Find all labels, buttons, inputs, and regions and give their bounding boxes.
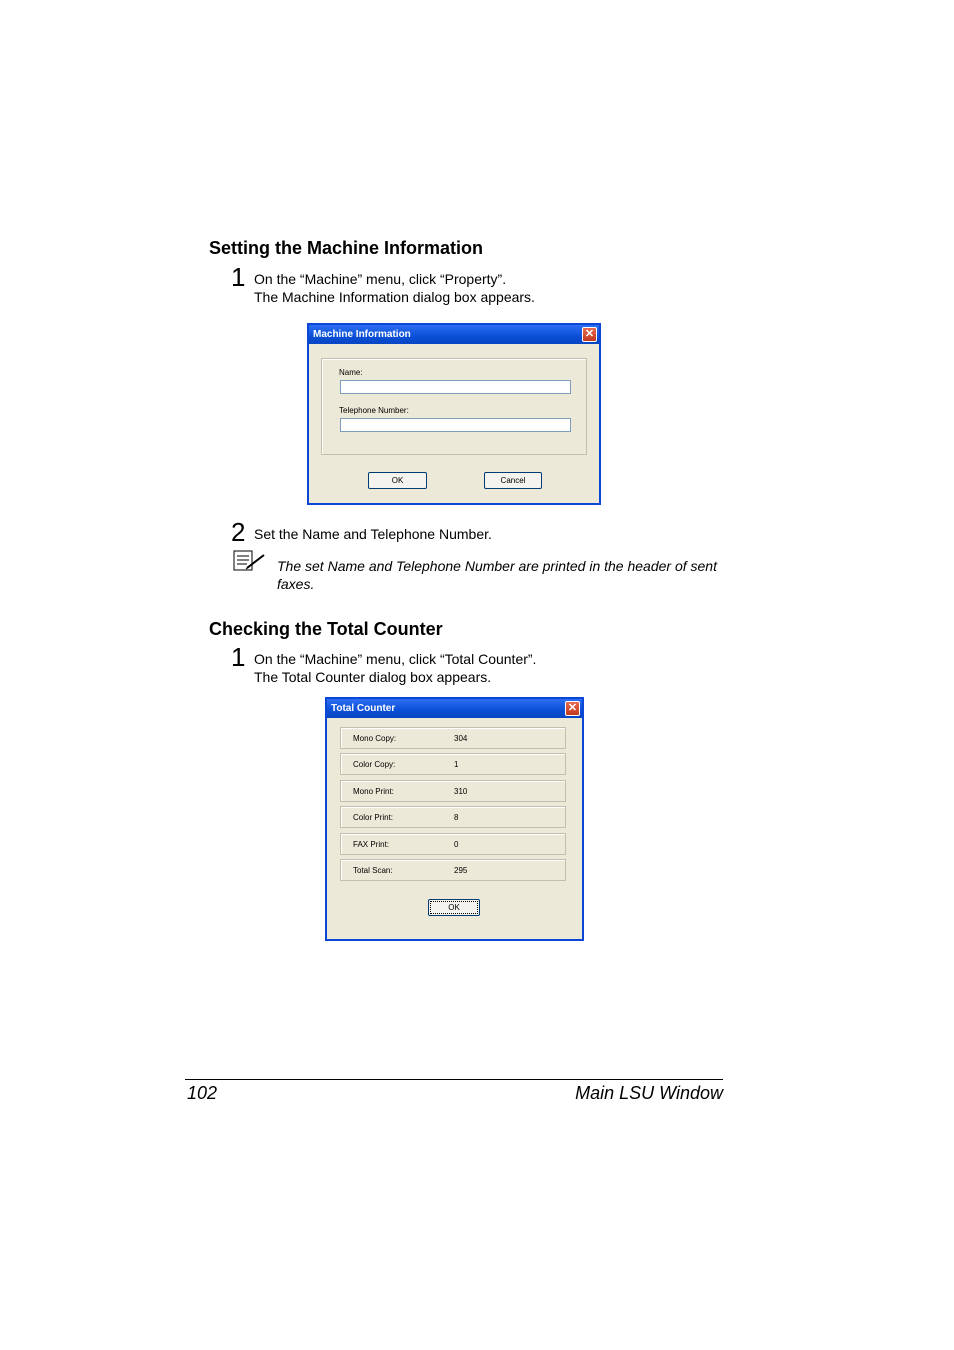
- footer-rule: [185, 1079, 723, 1080]
- counter-label: Mono Print:: [353, 787, 394, 796]
- step-number: 1: [231, 642, 246, 672]
- chapter-title: Main LSU Window: [575, 1083, 723, 1103]
- name-label: Name:: [339, 368, 363, 377]
- counter-row-total-scan: [340, 859, 566, 881]
- counter-value: 1: [454, 760, 459, 769]
- counter-value: 0: [454, 840, 459, 849]
- ok-button[interactable]: OK: [368, 472, 427, 489]
- ok-button[interactable]: OK: [428, 899, 480, 916]
- note-text: The set Name and Telephone Number are printed in the header of sent faxes.: [277, 558, 717, 592]
- counter-label: Color Copy:: [353, 760, 396, 769]
- step-number: 2: [231, 517, 246, 547]
- note-pencil-icon: [233, 550, 267, 572]
- counter-row-color-copy: [340, 753, 566, 775]
- telephone-field[interactable]: [340, 418, 571, 432]
- fields-groupbox: [321, 358, 587, 455]
- counter-row-mono-copy: [340, 727, 566, 749]
- name-field[interactable]: [340, 380, 571, 394]
- counter-label: FAX Print:: [353, 840, 390, 849]
- machine-information-dialog: [307, 323, 601, 505]
- counter-label: Total Scan:: [353, 866, 393, 875]
- page-number: 102: [187, 1083, 218, 1103]
- dialog-titlebar: Machine Information: [309, 325, 599, 344]
- close-icon[interactable]: ✕: [582, 327, 597, 342]
- counter-row-mono-print: [340, 780, 566, 802]
- close-icon[interactable]: ✕: [565, 701, 580, 716]
- counter-value: 295: [454, 866, 468, 875]
- total-counter-dialog: [325, 697, 584, 941]
- step-text: Set the Name and Telephone Number.: [254, 526, 492, 542]
- counter-value: 310: [454, 787, 468, 796]
- counter-label: Color Print:: [353, 813, 394, 822]
- telephone-label: Telephone Number:: [339, 406, 409, 415]
- step-text: On the “Machine” menu, click “Property”.: [254, 271, 507, 287]
- counter-label: Mono Copy:: [353, 734, 397, 743]
- step-result-text: The Total Counter dialog box appears.: [254, 669, 492, 685]
- step-result-text: The Machine Information dialog box appears.: [254, 289, 535, 305]
- counter-row-color-print: [340, 806, 566, 828]
- counter-row-fax-print: [340, 833, 566, 855]
- step-number: 1: [231, 262, 246, 292]
- section-heading-total-counter: Checking the Total Counter: [209, 619, 443, 639]
- cancel-button[interactable]: Cancel: [484, 472, 542, 489]
- section-heading-machine-info: Setting the Machine Information: [209, 238, 484, 258]
- counter-value: 304: [454, 734, 468, 743]
- step-text: On the “Machine” menu, click “Total Counter”.: [254, 651, 537, 667]
- dialog-titlebar: Total Counter: [327, 699, 582, 718]
- counter-value: 8: [454, 813, 459, 822]
